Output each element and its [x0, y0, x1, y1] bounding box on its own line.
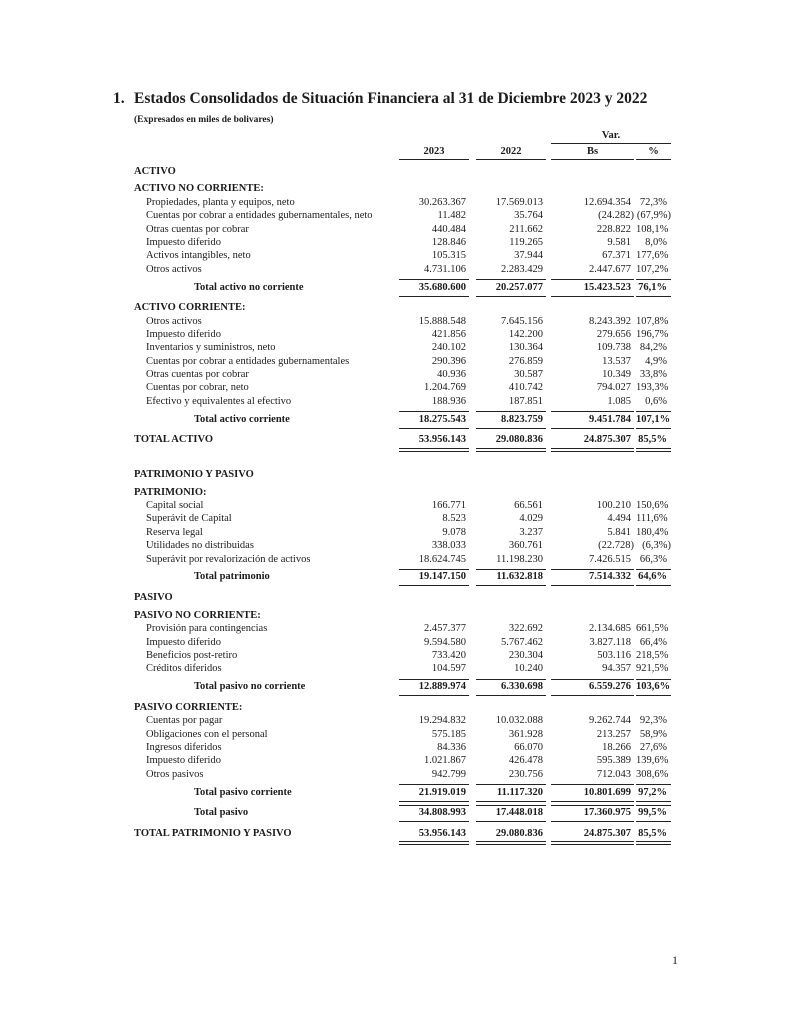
table-row	[134, 223, 671, 236]
cell-2022: 3.237	[519, 526, 543, 538]
var-column-group-header: Var.	[551, 130, 671, 144]
row-label: Otros activos	[146, 263, 202, 275]
cell-pct: 58,9%	[639, 728, 667, 740]
cell-2023: 338.033	[431, 540, 466, 552]
cell-bs: 10.801.699	[551, 784, 634, 802]
cell-2023: 4.731.106	[424, 263, 466, 275]
table-row	[134, 249, 671, 262]
cell-2022: 29.080.836	[476, 826, 546, 845]
row-label: Total activo corriente	[194, 413, 290, 425]
cell-pct: 72,3%	[639, 196, 667, 208]
cell-pct: 85,5%	[636, 826, 671, 845]
row-label: Total pasivo no corriente	[194, 681, 306, 693]
cell-2023: 21.919.019	[399, 784, 469, 802]
cell-2022: 10.240	[514, 663, 543, 675]
cell-pct: (6,3%)	[642, 540, 671, 552]
row-label: ACTIVO NO CORRIENTE:	[134, 183, 264, 195]
row-label: Otras cuentas por cobrar	[146, 369, 249, 381]
cell-2022: 426.478	[508, 755, 543, 767]
row-label: Inventarios y suministros, neto	[146, 342, 276, 354]
cell-bs: 5.841	[607, 526, 631, 538]
cell-2023: 11.482	[437, 210, 466, 222]
cell-2023: 240.102	[431, 342, 466, 354]
cell-pct: 33,8%	[639, 369, 667, 381]
table-row	[134, 328, 671, 341]
table-row	[134, 182, 671, 195]
table-row	[134, 805, 671, 823]
cell-2023: 40.936	[437, 369, 466, 381]
table-row	[134, 301, 671, 314]
cell-2022: 66.070	[514, 742, 543, 753]
row-label: Otros pasivos	[146, 768, 204, 780]
cell-2023: 2.457.377	[424, 623, 466, 635]
cell-2023: 34.808.993	[399, 805, 469, 823]
table-row	[134, 263, 671, 276]
cell-2022: 211.662	[509, 223, 543, 235]
cell-pct: 218,5%	[636, 650, 669, 662]
cell-2022: 187.851	[508, 395, 543, 407]
document-content	[113, 88, 683, 849]
cell-2022: 8.823.759	[476, 411, 546, 429]
cell-2022: 130.364	[508, 342, 543, 354]
cell-pct: 111,6%	[636, 513, 668, 525]
row-label: Utilidades no distribuidas	[146, 540, 254, 552]
cell-2023: 35.680.600	[399, 279, 469, 297]
cell-2023: 421.856	[431, 328, 466, 340]
table-row	[134, 486, 671, 499]
cell-pct: 64,6%	[636, 569, 671, 587]
table-row	[134, 622, 671, 635]
row-label: PASIVO NO CORRIENTE:	[134, 609, 261, 621]
table-row	[134, 662, 671, 675]
row-label: Superávit por revalorización de activos	[146, 553, 311, 565]
cell-2022: 29.080.836	[476, 433, 546, 452]
row-label: Efectivo y equivalentes al efectivo	[146, 395, 292, 407]
column-header-2022: 2022	[476, 146, 546, 160]
table-row	[134, 569, 671, 587]
table-row	[134, 209, 671, 222]
table-row	[134, 433, 671, 452]
cell-bs: 67.371	[602, 250, 631, 262]
table-row	[134, 553, 671, 566]
cell-2022: 11.198.230	[496, 553, 543, 565]
cell-bs: 4.494	[607, 513, 631, 525]
row-label: ACTIVO	[134, 165, 176, 177]
row-label: Cuentas por cobrar a entidades gubernamentales	[146, 355, 350, 367]
cell-pct: 66,3%	[639, 553, 667, 565]
row-label: ACTIVO CORRIENTE:	[134, 302, 246, 314]
row-label: Total patrimonio	[194, 571, 270, 583]
row-label: Cuentas por pagar	[146, 715, 223, 727]
table-row	[134, 341, 671, 354]
list-index: 1.	[113, 90, 125, 107]
table-row	[134, 355, 671, 368]
row-label: Total pasivo corriente	[194, 786, 292, 798]
cell-2023: 12.889.974	[399, 679, 469, 697]
title-text: Estados Consolidados de Situación Financiera al 31 de Diciembre 2023 y 2022	[134, 90, 648, 107]
cell-2022: 142.200	[508, 328, 543, 340]
cell-bs: 2.447.677	[589, 263, 631, 275]
table-row	[134, 826, 671, 845]
cell-bs: 109.738	[596, 342, 631, 354]
row-label: TOTAL ACTIVO	[134, 434, 214, 446]
table-row	[134, 368, 671, 381]
row-label: PATRIMONIO Y PASIVO	[134, 468, 254, 480]
row-label: Activos intangibles, neto	[146, 250, 251, 262]
cell-pct: 107,2%	[636, 263, 669, 275]
cell-2023: 166.771	[431, 500, 466, 512]
row-label: Obligaciones con el personal	[146, 728, 268, 740]
table-row	[134, 701, 671, 714]
cell-2022: 322.692	[508, 623, 543, 635]
cell-pct: 8,0%	[645, 236, 667, 248]
cell-pct: 85,5%	[636, 433, 671, 452]
cell-2023: 104.597	[431, 663, 466, 675]
cell-2023: 105.315	[431, 250, 466, 262]
column-header-row	[134, 146, 671, 160]
cell-2023: 440.484	[431, 223, 466, 235]
cell-2023: 84.336	[437, 742, 466, 753]
cell-2022: 230.304	[508, 650, 543, 662]
cell-bs: 3.827.118	[589, 636, 631, 648]
cell-pct: 66,4%	[639, 636, 667, 648]
cell-bs: 9.262.744	[589, 715, 631, 727]
table-row	[134, 768, 671, 781]
row-label: Capital social	[146, 500, 204, 512]
financial-statement-table	[134, 130, 671, 845]
table-row	[134, 468, 671, 481]
cell-bs: 100.210	[596, 500, 631, 512]
table-row	[134, 411, 671, 429]
cell-2023: 53.956.143	[399, 433, 469, 452]
cell-2023: 128.846	[431, 236, 466, 248]
cell-bs: 2.134.685	[589, 623, 631, 635]
label-column-header	[134, 146, 399, 160]
var-header-row	[134, 130, 671, 144]
cell-pct: 139,6%	[636, 755, 669, 767]
column-header-2023: 2023	[399, 146, 469, 160]
cell-pct: 308,6%	[636, 768, 669, 780]
cell-2023: 30.263.367	[418, 196, 466, 208]
cell-pct: 92,3%	[639, 715, 667, 727]
cell-2023: 9.078	[442, 526, 466, 538]
cell-bs: 15.423.523	[551, 279, 634, 297]
row-label: Impuesto diferido	[146, 328, 221, 340]
row-label: Impuesto diferido	[146, 236, 221, 248]
cell-bs: 228.822	[596, 223, 631, 235]
cell-2022: 17.448.018	[476, 805, 546, 823]
column-header-bs: Bs	[551, 146, 634, 160]
table-row	[134, 754, 671, 767]
cell-2023: 1.204.769	[424, 382, 466, 394]
cell-pct: 193,3%	[636, 382, 669, 394]
cell-bs: 794.027	[596, 382, 631, 394]
row-label: Otras cuentas por cobrar	[146, 223, 249, 235]
table-row	[134, 741, 671, 754]
cell-2022: 119.265	[509, 236, 543, 248]
cell-bs: 24.875.307	[551, 826, 634, 845]
row-label: PASIVO CORRIENTE:	[134, 701, 243, 713]
cell-2022: 6.330.698	[476, 679, 546, 697]
cell-2022: 410.742	[508, 382, 543, 394]
cell-bs: 595.389	[596, 755, 631, 767]
cell-pct: (67,9%)	[636, 210, 671, 222]
cell-2022: 10.032.088	[495, 715, 543, 727]
cell-bs: 12.694.354	[583, 196, 631, 208]
cell-pct: 107,8%	[636, 315, 669, 327]
cell-2022: 66.561	[514, 500, 543, 512]
cell-pct: 27,6%	[639, 742, 667, 753]
cell-bs: 8.243.392	[589, 315, 631, 327]
row-label: TOTAL PATRIMONIO Y PASIVO	[134, 827, 292, 839]
row-label: Provisión para contingencias	[146, 623, 268, 635]
cell-pct: 196,7%	[636, 328, 669, 340]
cell-2023: 19.147.150	[399, 569, 469, 587]
table-row	[134, 679, 671, 697]
cell-2022: 11.117.320	[476, 784, 546, 802]
cell-2022: 20.257.077	[476, 279, 546, 297]
document-title	[113, 88, 683, 109]
row-label: Otros activos	[146, 315, 202, 327]
table-row	[134, 279, 671, 297]
cell-bs: (24.282)	[598, 210, 634, 222]
table-row	[134, 649, 671, 662]
cell-pct: 177,6%	[636, 250, 669, 262]
cell-2022: 2.283.429	[501, 263, 543, 275]
row-label: PASIVO	[134, 591, 173, 603]
cell-pct: 103,6%	[636, 679, 671, 697]
cell-bs: 279.656	[596, 328, 631, 340]
row-label: Cuentas por cobrar, neto	[146, 382, 249, 394]
row-label: Total activo no corriente	[194, 281, 304, 293]
cell-2023: 53.956.143	[399, 826, 469, 845]
cell-pct: 84,2%	[639, 342, 667, 354]
cell-bs: 10.349	[602, 369, 631, 381]
cell-2023: 942.799	[431, 768, 466, 780]
table-row	[134, 236, 671, 249]
cell-2023: 733.420	[431, 650, 466, 662]
table-row	[134, 165, 671, 178]
cell-2023: 290.396	[431, 355, 466, 367]
cell-2022: 11.632.818	[476, 569, 546, 587]
cell-pct: 107,1%	[636, 411, 671, 429]
cell-2022: 7.645.156	[501, 315, 543, 327]
cell-2022: 230.756	[508, 768, 543, 780]
cell-pct: 97,2%	[636, 784, 671, 802]
cell-2023: 188.936	[431, 395, 466, 407]
cell-bs: 712.043	[596, 768, 631, 780]
cell-2022: 360.761	[508, 540, 543, 552]
table-row	[134, 381, 671, 394]
table-row	[134, 609, 671, 622]
cell-pct: 150,6%	[636, 500, 669, 512]
cell-2022: 30.587	[514, 369, 543, 381]
row-label: Reserva legal	[146, 526, 203, 538]
cell-bs: 503.116	[597, 650, 631, 662]
row-label: Propiedades, planta y equipos, neto	[146, 196, 295, 208]
cell-bs: 24.875.307	[551, 433, 634, 452]
cell-bs: 13.537	[602, 355, 631, 367]
row-label: Cuentas por cobrar a entidades gubernamentales, neto	[146, 210, 373, 222]
cell-2022: 37.944	[514, 250, 543, 262]
cell-2022: 5.767.462	[501, 636, 543, 648]
row-label: Total pasivo	[194, 807, 249, 819]
cell-2023: 9.594.580	[424, 636, 466, 648]
table-row	[134, 728, 671, 741]
document-subtitle: (Expresados en miles de bolivares)	[134, 115, 274, 125]
table-row	[134, 395, 671, 408]
cell-bs: 1.085	[607, 395, 631, 407]
table-row	[134, 784, 671, 802]
cell-2023: 8.523	[442, 513, 466, 525]
table-row	[134, 591, 671, 604]
cell-pct: 4,9%	[645, 355, 667, 367]
cell-pct: 108,1%	[636, 223, 669, 235]
row-label: Impuesto diferido	[146, 755, 221, 767]
cell-bs: 9.451.784	[551, 411, 634, 429]
row-label: Créditos diferidos	[146, 663, 222, 675]
cell-2023: 18.624.745	[418, 553, 466, 565]
cell-2023: 18.275.543	[399, 411, 469, 429]
cell-bs: 7.426.515	[589, 553, 631, 565]
cell-bs: 9.581	[607, 236, 631, 248]
row-label: Ingresos diferidos	[146, 742, 222, 753]
cell-2023: 575.185	[431, 728, 466, 740]
table-row	[134, 196, 671, 209]
row-label: Superávit de Capital	[146, 513, 232, 525]
cell-2023: 1.021.867	[424, 755, 466, 767]
cell-2022: 17.569.013	[495, 196, 543, 208]
cell-bs: 18.266	[602, 742, 631, 753]
cell-2022: 35.764	[514, 210, 543, 222]
row-label: PATRIMONIO:	[134, 486, 207, 498]
table-row	[134, 499, 671, 512]
cell-pct: 180,4%	[636, 526, 669, 538]
table-row	[134, 512, 671, 525]
table-row	[134, 636, 671, 649]
cell-2023: 15.888.548	[418, 315, 466, 327]
table-row	[134, 714, 671, 727]
cell-bs: 17.360.975	[551, 805, 634, 823]
cell-pct: 99,5%	[636, 805, 671, 823]
table-row	[134, 315, 671, 328]
cell-bs: 6.559.276	[551, 679, 634, 697]
cell-pct: 921,5%	[636, 663, 669, 675]
table-row	[134, 539, 671, 552]
cell-2022: 4.029	[519, 513, 543, 525]
table-row	[134, 526, 671, 539]
cell-bs: 213.257	[596, 728, 631, 740]
cell-bs: (22.728)	[598, 540, 634, 552]
page-number: 1	[672, 953, 678, 967]
cell-bs: 94.357	[602, 663, 631, 675]
cell-pct: 661,5%	[636, 623, 669, 635]
cell-pct: 76,1%	[636, 279, 671, 297]
cell-2022: 276.859	[508, 355, 543, 367]
cell-bs: 7.514.332	[551, 569, 634, 587]
table-body	[134, 165, 671, 846]
column-header-pct: %	[636, 146, 671, 160]
cell-pct: 0,6%	[645, 395, 667, 407]
row-label: Impuesto diferido	[146, 636, 221, 648]
cell-2022: 361.928	[508, 728, 543, 740]
cell-2023: 19.294.832	[418, 715, 466, 727]
row-label: Beneficios post-retiro	[146, 650, 238, 662]
